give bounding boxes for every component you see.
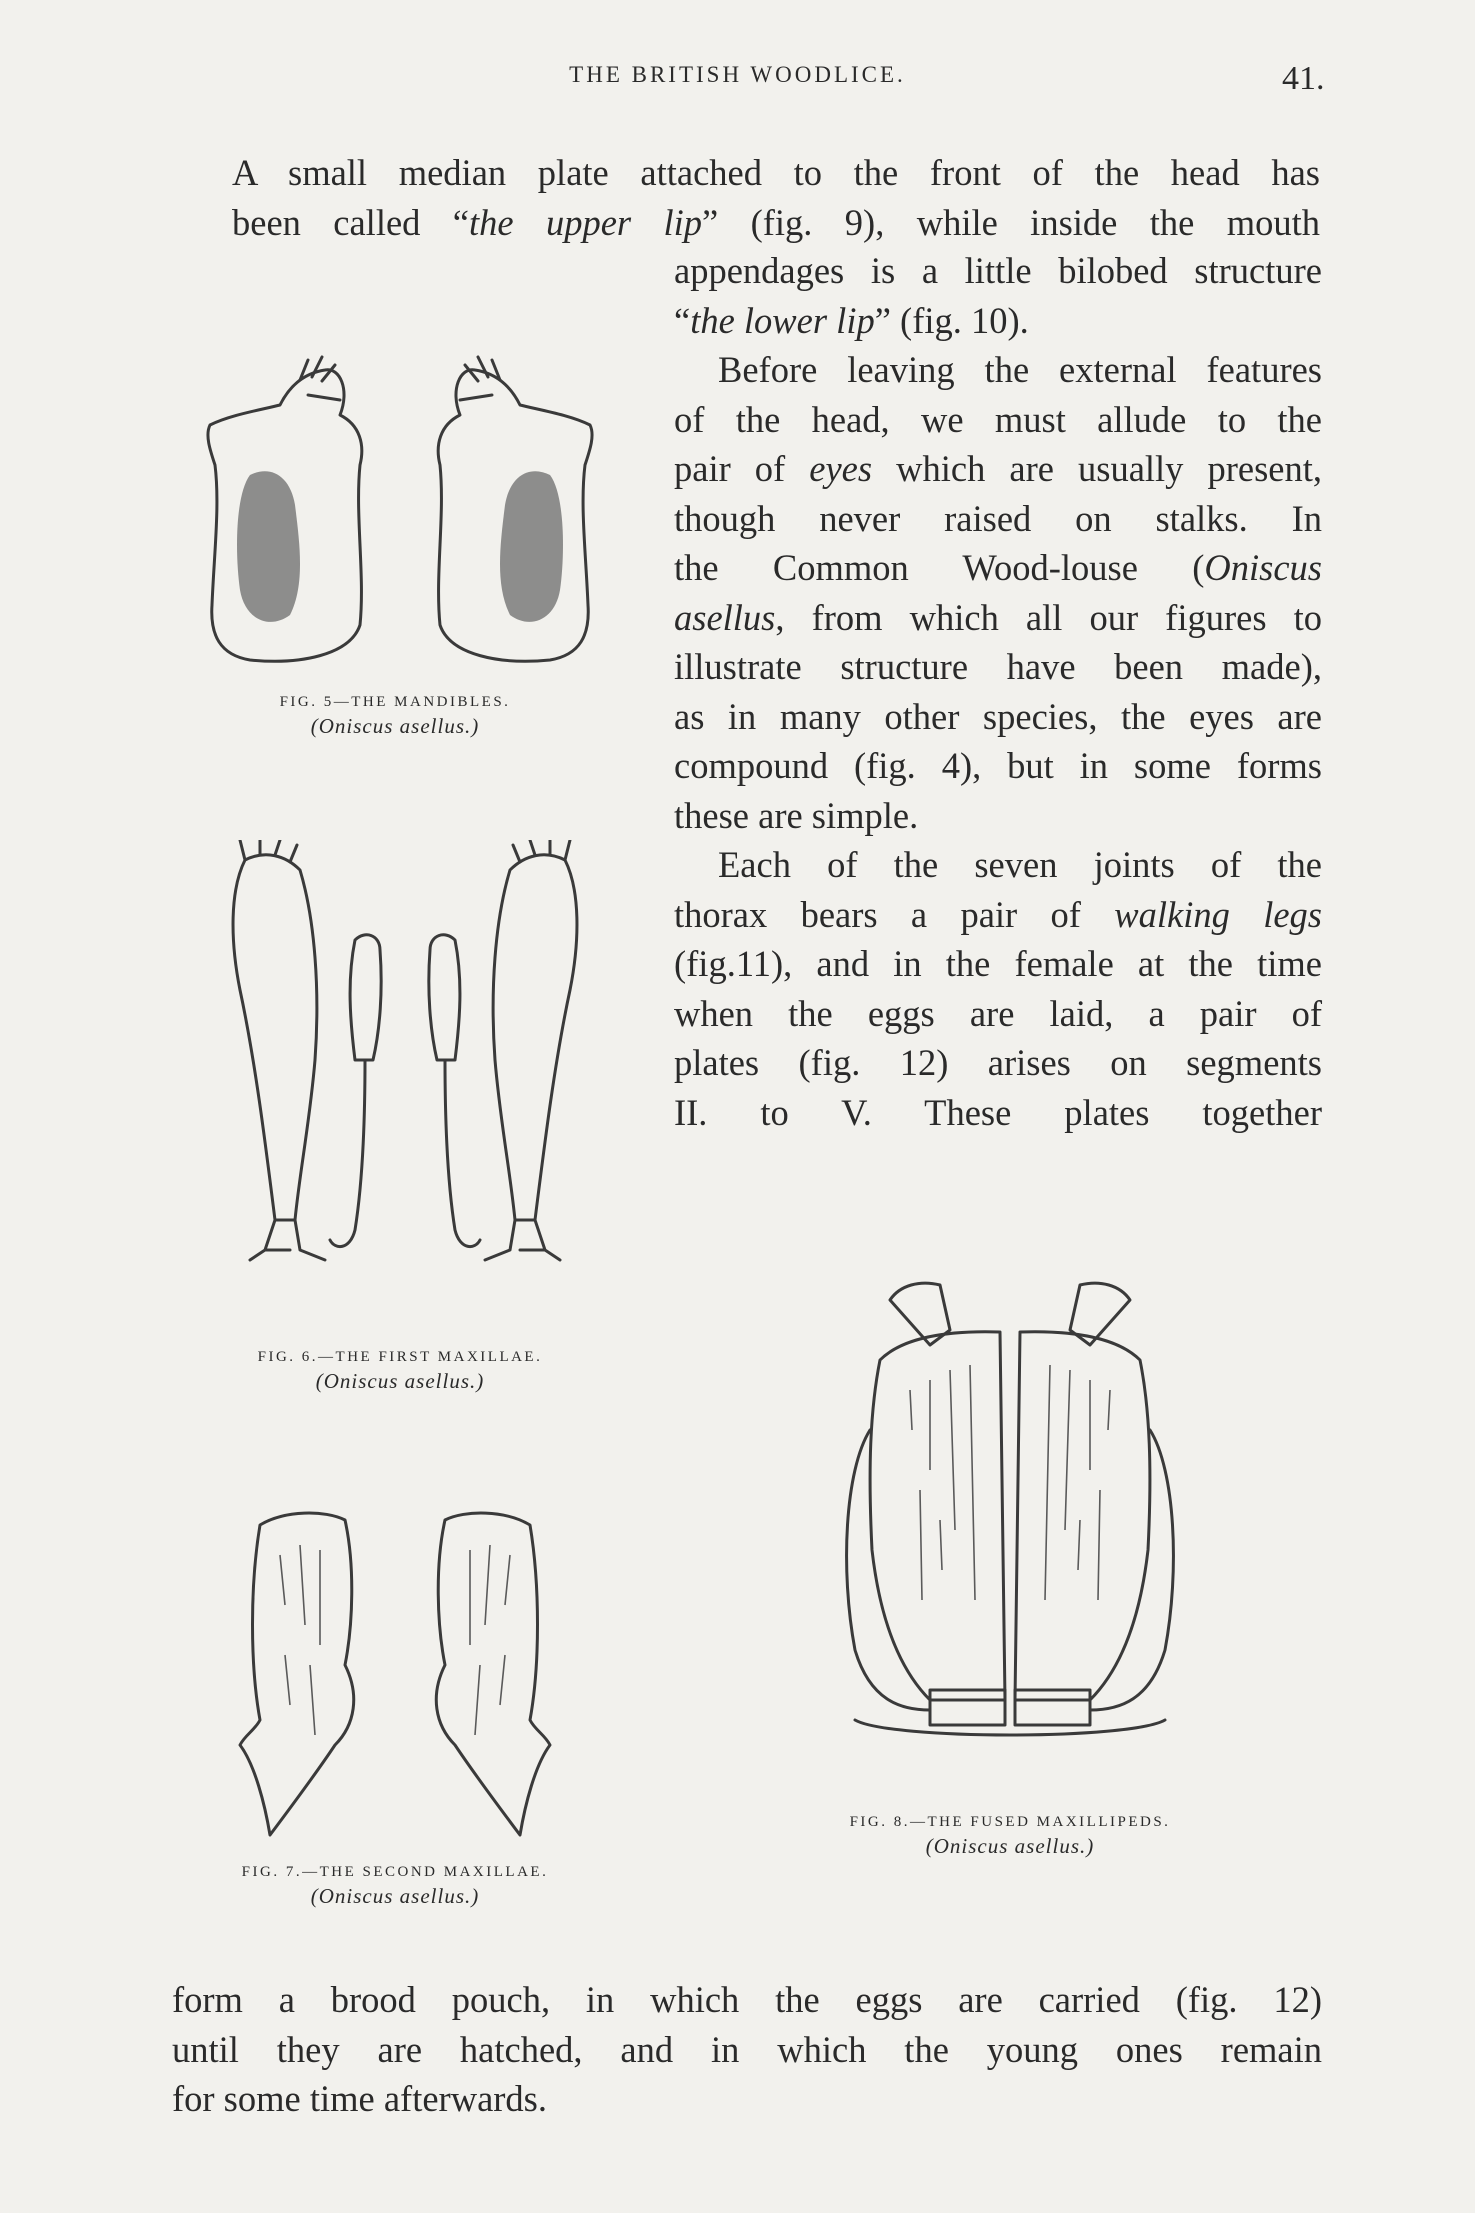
caption-species: (Oniscus asellus.) [310,1884,480,1908]
figure-fused-maxillipeds [830,1270,1190,1770]
text-line: asellus, from which all our figures to [674,596,1322,638]
text-line: “the lower lip” (fig. 10). [674,299,1029,341]
text-line: thorax bears a pair of walking legs [674,893,1323,935]
figure-second-maxillae [225,1505,565,1845]
text-line: though never raised on stalks. In [674,497,1322,539]
text-line: of the head, we must allude to the [674,398,1322,440]
text-line: appendages is a little bilobed structure [674,250,1322,291]
caption-fig7 [185,1860,605,1908]
paragraph-brood-pouch [172,1975,1322,2124]
paragraph-eyes [674,345,1322,840]
paragraph-lower-lip [674,246,1322,345]
text-line: as in many other species, the eyes are [674,695,1322,737]
caption-fig5 [195,690,595,738]
text-line: illustrate structure have been made), [674,646,1322,687]
second-maxillae-illustration [225,1505,565,1845]
text-line: for some time afterwards. [172,2078,547,2119]
text-line: when the eggs are laid, a pair of [674,992,1322,1034]
text-line: II. to V. These plates together [674,1091,1322,1133]
first-maxillae-illustration [205,840,605,1310]
text-line: Each of the seven joints of the [718,844,1322,885]
text-line: until they are hatched, and in which the young ones remain [172,2028,1322,2070]
page-number: 41. [1282,60,1325,97]
caption-title: FIG. 7.—THE SECOND MAXILLAE. [241,1864,549,1880]
text-line: these are simple. [674,794,919,836]
fused-maxillipeds-illustration [830,1270,1190,1770]
text-line: pair of eyes which are usually present, [674,448,1323,489]
figure-mandibles [190,355,610,675]
caption-fig8 [780,1810,1240,1858]
mandibles-illustration [190,355,610,675]
caption-title: FIG. 5—THE MANDIBLES. [279,694,511,710]
caption-species: (Oniscus asellus.) [310,714,480,738]
paragraph-upper-lip [170,148,1320,247]
caption-title: FIG. 8.—THE FUSED MAXILLIPEDS. [849,1814,1171,1830]
text-line: compound (fig. 4), but in some forms [674,745,1322,786]
caption-fig6 [200,1345,600,1393]
text-line: form a brood pouch, in which the eggs are carried (fig. 12) [172,1979,1322,2020]
text-line: Before leaving the external features [718,349,1322,390]
caption-title: FIG. 6.—THE FIRST MAXILLAE. [257,1349,543,1365]
text-line: A small median plate attached to the front of the head has [232,152,1320,193]
caption-species: (Oniscus asellus.) [925,1834,1095,1858]
paragraph-legs [674,840,1322,1137]
running-title: THE BRITISH WOODLICE. [569,62,906,87]
text-line: (fig.11), and in the female at the time [674,943,1322,984]
right-column-text [674,246,1322,1137]
caption-species: (Oniscus asellus.) [315,1369,485,1393]
text-line: the Common Wood-louse (Oniscus [674,547,1322,588]
text-line: been called “the upper lip” (fig. 9), while inside the mouth [232,201,1320,243]
text-line: plates (fig. 12) arises on segments [674,1042,1322,1083]
figure-first-maxillae [205,840,605,1310]
